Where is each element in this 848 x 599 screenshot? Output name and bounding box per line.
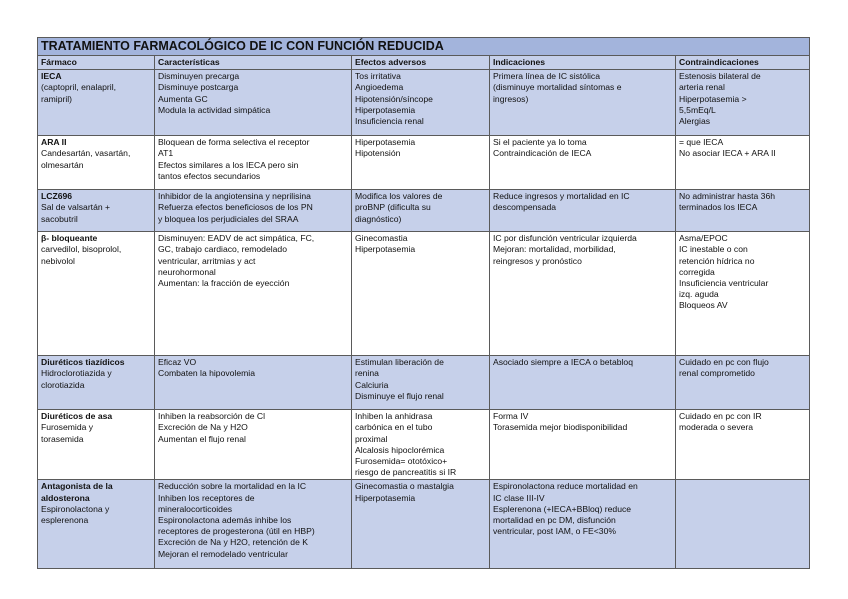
cell-line: (disminuye mortalidad síntomas e <box>493 82 622 93</box>
cell-line: Cuidado en pc con IR <box>679 411 762 422</box>
cell-line: riesgo de pancreatitis si IR <box>355 467 457 478</box>
cell-line: receptores de progesterona (útil en HBP) <box>158 526 315 537</box>
indications-cell <box>490 70 676 136</box>
cell-line: Sal de valsartán + <box>41 202 111 213</box>
cell-line: Hidroclorotiazida y <box>41 368 112 379</box>
cell-line: IC por disfunción ventricular izquierda <box>493 233 637 244</box>
cell-line: GC, trabajo cardiaco, remodelado <box>158 244 287 255</box>
table-row <box>38 190 810 232</box>
features-cell <box>155 410 352 480</box>
cell-line: Combaten la hipovolemia <box>158 368 255 379</box>
header-drug: Fármaco <box>38 56 155 70</box>
cell-line: nebivolol <box>41 255 75 266</box>
table-row <box>38 232 810 356</box>
cell-line: proximal <box>355 433 388 444</box>
cell-line: ramipril) <box>41 93 73 104</box>
features-cell <box>155 136 352 190</box>
cell-line: Excreción de Na y H2O <box>158 422 248 433</box>
cell-line: Aumenta GC <box>158 93 208 104</box>
cell-line: Hiperpotasemia <box>355 244 416 255</box>
features-cell <box>155 232 352 356</box>
cell-line: reingresos y pronóstico <box>493 255 582 266</box>
contra-cell <box>676 190 810 232</box>
adverse-cell <box>352 232 490 356</box>
cell-line: terminados los IECA <box>679 202 758 213</box>
cell-line: Diuréticos tiazídicos <box>41 357 125 368</box>
header-indications: Indicaciones <box>490 56 676 70</box>
adverse-cell <box>352 410 490 480</box>
cell-line: mortalidad en pc DM, disfunción <box>493 515 616 526</box>
cell-line: Insuficiencia renal <box>355 116 424 127</box>
cell-line: Efectos similares a los IECA pero sin <box>158 159 299 170</box>
cell-line: Estenosis bilateral de <box>679 71 761 82</box>
cell-line: IC clase III-IV <box>493 492 545 503</box>
cell-line: ARA II <box>41 137 67 148</box>
cell-line: moderada o severa <box>679 422 754 433</box>
table-row <box>38 70 810 136</box>
drug-cell <box>38 232 155 356</box>
contra-cell <box>676 136 810 190</box>
cell-line: Espironolactona y <box>41 503 110 514</box>
cell-line: Hipotensión/síncope <box>355 93 433 104</box>
cell-line: Calciuria <box>355 379 389 390</box>
cell-line: Bloquean de forma selectiva el receptor <box>158 137 310 148</box>
cell-line: Torasemida mejor biodisponibilidad <box>493 422 628 433</box>
cell-line: Alergias <box>679 116 711 127</box>
title-row <box>38 38 810 56</box>
cell-line: diagnóstico) <box>355 213 402 224</box>
drug-cell <box>38 136 155 190</box>
cell-line: esplerenona <box>41 515 89 526</box>
cell-line: Disminuye el flujo renal <box>355 390 444 401</box>
table-row <box>38 410 810 480</box>
treatment-table-page <box>37 37 809 569</box>
cell-line: Alcalosis hipoclorémica <box>355 444 445 455</box>
cell-line: Mejoran: mortalidad, morbilidad, <box>493 244 616 255</box>
adverse-cell <box>352 480 490 569</box>
cell-line: retención hídrica no <box>679 255 755 266</box>
cell-line: Espironolactona reduce mortalidad en <box>493 481 638 492</box>
cell-line: Tos irritativa <box>355 71 401 82</box>
cell-line: torasemida <box>41 433 84 444</box>
cell-line: Hiperpotasemia <box>355 104 416 115</box>
cell-line: corregida <box>679 266 715 277</box>
cell-line: Inhiben la reabsorción de Cl <box>158 411 266 422</box>
cell-line: clorotiazida <box>41 379 85 390</box>
header-adverse: Efectos adversos <box>352 56 490 70</box>
cell-line: LCZ696 <box>41 191 73 202</box>
adverse-cell <box>352 136 490 190</box>
cell-line: Si el paciente ya lo toma <box>493 137 587 148</box>
cell-line: AT1 <box>158 148 174 159</box>
cell-line: ventricular, arritmias y act <box>158 255 256 266</box>
header-row <box>38 56 810 70</box>
cell-line: Excreción de Na y H2O, retención de K <box>158 537 308 548</box>
cell-line: Estimulan liberación de <box>355 357 444 368</box>
cell-line: y bloquea los perjudiciales del SRAA <box>158 213 299 224</box>
cell-line: β- bloqueante <box>41 233 98 244</box>
cell-line: Disminuyen precarga <box>158 71 240 82</box>
contra-cell <box>676 232 810 356</box>
cell-line: (captopril, enalapril, <box>41 82 116 93</box>
contra-cell <box>676 410 810 480</box>
drug-cell <box>38 356 155 410</box>
cell-line: Modula la actividad simpática <box>158 104 271 115</box>
cell-line: Diuréticos de asa <box>41 411 113 422</box>
cell-line: arteria renal <box>679 82 725 93</box>
cell-line: olmesartán <box>41 159 84 170</box>
cell-line: proBNP (dificulta su <box>355 202 431 213</box>
cell-line: Disminuyen: EADV de act simpática, FC, <box>158 233 315 244</box>
cell-line: IECA <box>41 71 62 82</box>
header-contra: Contraindicaciones <box>676 56 810 70</box>
cell-line: renal comprometido <box>679 368 755 379</box>
cell-line: Asma/EPOC <box>679 233 728 244</box>
cell-line: No asociar IECA + ARA II <box>679 148 776 159</box>
cell-line: neurohormonal <box>158 266 216 277</box>
cell-line: Cuidado en pc con flujo <box>679 357 769 368</box>
cell-line: Inhiben los receptores de <box>158 492 255 503</box>
cell-line: Modifica los valores de <box>355 191 443 202</box>
cell-line: Bloqueos AV <box>679 300 728 311</box>
cell-line: Ginecomastia o mastalgia <box>355 481 454 492</box>
cell-line: Hipotensión <box>355 148 401 159</box>
cell-line: Furosemida= ototóxico+ <box>355 456 448 467</box>
cell-line: carvedilol, bisoprolol, <box>41 244 122 255</box>
cell-line: descompensada <box>493 202 557 213</box>
cell-line: Forma IV <box>493 411 529 422</box>
treatment-table <box>37 37 810 569</box>
table-title: TRATAMIENTO FARMACOLÓGICO DE IC CON FUNCIÓN REDUCIDA <box>38 38 810 56</box>
cell-line: Asociado siempre a IECA o betabloq <box>493 357 633 368</box>
contra-cell <box>676 356 810 410</box>
cell-line: sacobutril <box>41 213 78 224</box>
table-row <box>38 136 810 190</box>
cell-line: mineralocorticoides <box>158 503 233 514</box>
cell-line: Reduce ingresos y mortalidad en IC <box>493 191 630 202</box>
cell-line: Esplerenona (+IECA+BBloq) reduce <box>493 503 632 514</box>
adverse-cell <box>352 190 490 232</box>
cell-line: Candesartán, vasartán, <box>41 148 131 159</box>
drug-cell <box>38 480 155 569</box>
drug-cell <box>38 190 155 232</box>
cell-line: ingresos) <box>493 93 529 104</box>
cell-line: Angioedema <box>355 82 404 93</box>
indications-cell <box>490 410 676 480</box>
cell-line: ventricular, post IAM, o FE<30% <box>493 526 616 537</box>
table-row <box>38 356 810 410</box>
header-features: Características <box>155 56 352 70</box>
cell-line: Mejoran el remodelado ventricular <box>158 548 288 559</box>
cell-line: Aumentan el flujo renal <box>158 433 246 444</box>
features-cell <box>155 356 352 410</box>
drug-cell <box>38 70 155 136</box>
cell-line: Hiperpotasemia > <box>679 93 747 104</box>
adverse-cell <box>352 70 490 136</box>
cell-line: Eficaz VO <box>158 357 197 368</box>
cell-line: Contraindicación de IECA <box>493 148 592 159</box>
cell-line: Furosemida y <box>41 422 94 433</box>
cell-line: Reducción sobre la mortalidad en la IC <box>158 481 307 492</box>
cell-line: Refuerza efectos beneficiosos de los PN <box>158 202 313 213</box>
cell-line: Espironolactona además inhibe los <box>158 515 292 526</box>
cell-line: tantos efectos secundarios <box>158 170 261 181</box>
indications-cell <box>490 136 676 190</box>
cell-line: Hiperpotasemia <box>355 492 416 503</box>
indications-cell <box>490 480 676 569</box>
cell-line: Inhibidor de la angiotensina y neprilisina <box>158 191 311 202</box>
drug-cell <box>38 410 155 480</box>
cell-line: Disminuye postcarga <box>158 82 239 93</box>
contra-cell <box>676 480 810 569</box>
contra-cell <box>676 70 810 136</box>
cell-line: izq. aguda <box>679 289 719 300</box>
cell-line: Primera línea de IC sistólica <box>493 71 600 82</box>
cell-line: Insuficiencia ventricular <box>679 278 769 289</box>
indications-cell <box>490 190 676 232</box>
cell-line: Antagonista de la <box>41 481 113 492</box>
adverse-cell <box>352 356 490 410</box>
cell-line: 5,5mEq/L <box>679 104 716 115</box>
features-cell <box>155 70 352 136</box>
cell-line: renina <box>355 368 379 379</box>
cell-line: aldosterona <box>41 492 90 503</box>
table-row <box>38 480 810 569</box>
cell-line: Hiperpotasemia <box>355 137 416 148</box>
features-cell <box>155 190 352 232</box>
cell-line: Ginecomastia <box>355 233 408 244</box>
indications-cell <box>490 356 676 410</box>
cell-line: IC inestable o con <box>679 244 748 255</box>
cell-line: No administrar hasta 36h <box>679 191 776 202</box>
cell-line: Inhiben la anhidrasa <box>355 411 433 422</box>
cell-line: = que IECA <box>679 137 724 148</box>
cell-line: Aumentan: la fracción de eyección <box>158 278 290 289</box>
features-cell <box>155 480 352 569</box>
cell-line: carbónica en el tubo <box>355 422 433 433</box>
indications-cell <box>490 232 676 356</box>
